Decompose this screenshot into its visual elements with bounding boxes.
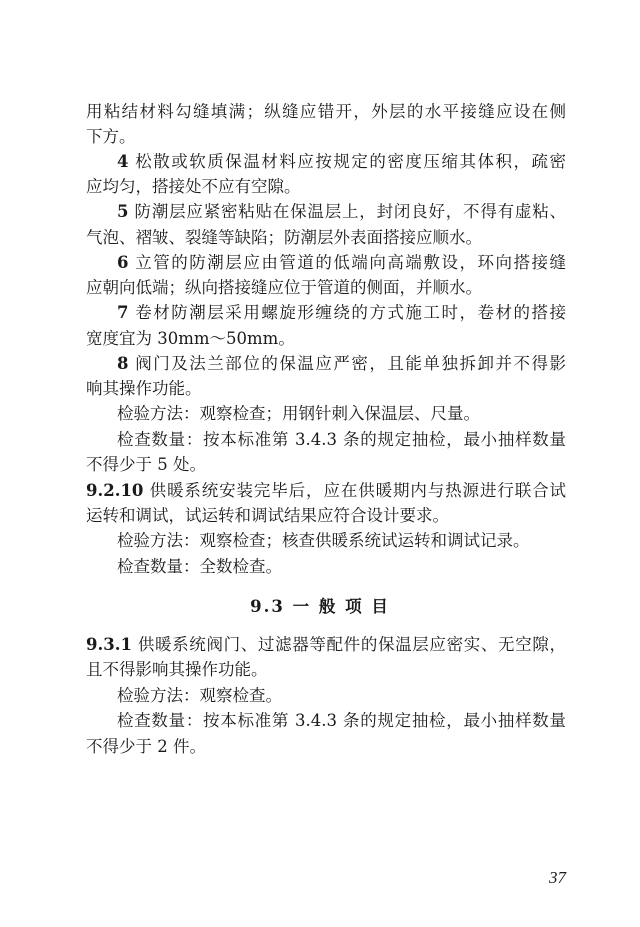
clause-number: 4 [117, 152, 129, 171]
inspection-method: 检验方法：观察检查。 [117, 686, 282, 705]
clause-6: 6 立管的防潮层应由管道的低端向高端敷设，环向搭接缝 [117, 253, 566, 272]
paragraph-line: 应均匀，搭接处不应有空隙。 [86, 177, 301, 196]
section-heading: 9.3 一 般 项 目 [250, 597, 390, 616]
clause-7: 7 卷材防潮层采用螺旋形缠绕的方式施工时，卷材的搭接 [117, 303, 566, 322]
inspection-quantity: 检查数量：全数检查。 [117, 557, 282, 576]
clause-number: 8 [117, 354, 129, 373]
clause-5: 5 防潮层应紧密粘贴在保温层上，封闭良好，不得有虚粘、 [117, 202, 566, 221]
paragraph-line: 且不得影响其操作功能。 [86, 660, 268, 679]
paragraph-line: 响其操作功能。 [86, 379, 202, 398]
clause-4: 4 松散或软质保温材料应按规定的密度压缩其体积，疏密 [117, 152, 566, 171]
paragraph-line: 下方。 [86, 127, 136, 146]
clause-8: 8 阀门及法兰部位的保温应严密，且能单独拆卸并不得影 [117, 354, 566, 373]
paragraph-line: 用粘结材料勾缝填满；纵缝应错开，外层的水平接缝应设在侧 [86, 102, 566, 121]
paragraph-line: 宽度宜为 30mm～50mm。 [86, 329, 295, 348]
clause-number: 9.3.1 [86, 635, 132, 654]
clause-9-2-10: 9.2.10 供暖系统安装完毕后，应在供暖期内与热源进行联合试 [86, 481, 566, 500]
inspection-quantity: 检查数量：按本标准第 3.4.3 条的规定抽检，最小抽样数量 [117, 430, 566, 449]
clause-number: 9.2.10 [86, 481, 144, 500]
paragraph-line: 运转和调试，试运转和调试结果应符合设计要求。 [86, 506, 449, 525]
clause-number: 6 [117, 253, 129, 272]
inspection-method: 检验方法：观察检查；核查供暖系统试运转和调试记录。 [117, 531, 530, 550]
paragraph-line: 不得少于 2 件。 [86, 737, 206, 756]
clause-number: 7 [117, 303, 129, 322]
paragraph-line: 不得少于 5 处。 [86, 455, 206, 474]
paragraph-line: 应朝向低端；纵向搭接缝应位于管道的侧面，并顺水。 [86, 278, 482, 297]
page-number: 37 [549, 868, 566, 887]
inspection-quantity: 检查数量：按本标准第 3.4.3 条的规定抽检，最小抽样数量 [117, 711, 566, 730]
clause-number: 5 [117, 202, 129, 221]
inspection-method: 检验方法：观察检查；用钢针刺入保温层、尺量。 [117, 404, 480, 423]
clause-9-3-1: 9.3.1 供暖系统阀门、过滤器等配件的保温层应密实、无空隙， [86, 635, 566, 654]
paragraph-line: 气泡、褶皱、裂缝等缺陷；防潮层外表面搭接应顺水。 [86, 228, 482, 247]
